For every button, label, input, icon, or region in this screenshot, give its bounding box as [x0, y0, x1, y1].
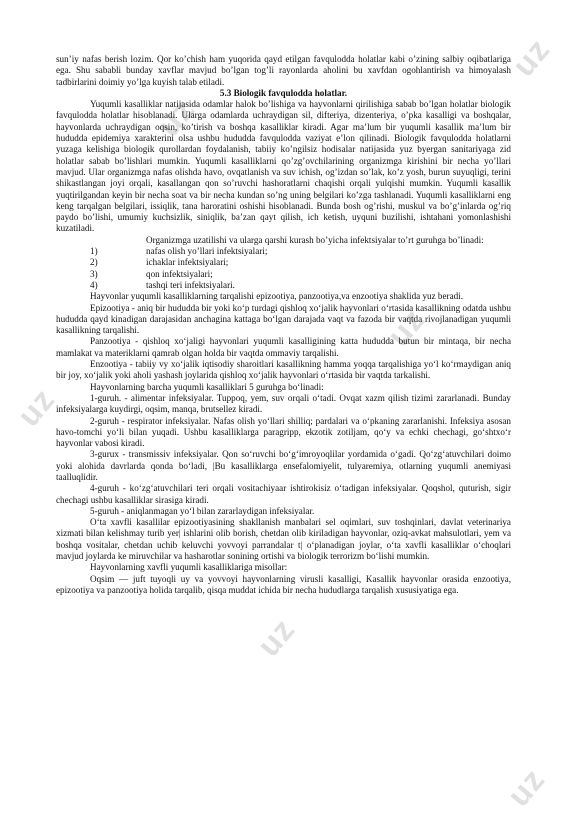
list-item	[56, 246, 511, 257]
paragraph: Panzootiya - qishloq xo‘jaligi hayvonlari yuqumli kasalligining katta hududda butun bir mintaqa, bir necha mamlakat va materiklarni qamrab olgan holda bir vaqtda ommaviy tarqalishi.	[56, 336, 511, 358]
list-item	[56, 257, 511, 268]
paragraph: 3-gurux - transmissiv infeksiyalar. Qon so‘ruvchi bo‘g‘imroyoqlilar yordamida o‘gadi. Qo‘zg‘atuvchilari doimo yoki alohida davrlarda qonda bo‘ladi, |Bu kasalliklarga ensefalomiyelit, tulyaremiya, otlarning yuqumli anemiyasi taalluqlidir.	[56, 449, 511, 482]
paragraph: O‘ta xavfli kasallilar epizootiyasining shakllanish manbalari sel oqimlari, suv toshqinlari, davlat veterinariya xizmati bilan kelishmay turib yer| ishlarini olib borish, chetdan olib kiriladigan hayvonlar, oziq-avkat mahsulotlari, yem va boshqa vositalar, chetdan uchib keluvchi yovvoyi parrandalar t| o‘planadigan joylar, o‘ta xavfli kasalliklar o‘choqlari mavjud joylarda ke miruvchilar va hasharotlar sonining ortishi va biologik terrorizm bo‘lishi mumkin.	[56, 517, 511, 562]
document-page	[56, 54, 511, 596]
paragraph: Yuqumli kasalliklar natijasida odamlar halok bo’lishiga va hayvonlarni qirilishiga sabab bo’lgan holatlar biologik favqulodda holatlar hisoblanadi. Ularga odamlarda uchraydigan sil, difteriya, dizenteriya, o’pka kasalligi va boshqalar, hayvonlarda uchraydigan oqsin, ko’tirish va boshqa kasalliklar kiradi. Agar ma’lum bir yuqumli kasallik ma’lum bir hududda epidemiya xarakterini olsa ushbu hududda favqulodda vaziyat e’lon qilinadi. Biologik favqulodda holatlarni yuzaga kelishiga biologik qurollardan foydalanish, tabiiy ko’ngilsiz hodisalar natijasida yuz byergan sanitariyaga zid holatlar sabab bo’lishlari mumkin. Yuqumli kasalliklarni qo’zg’ovchilarining organizmga kirishini bir necha yo’llari mavjud. Ular organizmga nafas olishda havo, ovqatlanish va suv ichish, og’izdan so’lak, ko’z yosh, burun suyuqligi, terini shikastlangan joyi orqali, kasallangan qon so’ruvchi hashoratlarni chaqishi orqali yulqishi mumkin. Yuqumli kasallik yuqtirilgandan keyin bir necha soat va bir necha kundan so’ng uning belgilari ko’zga tashlanadi. Yuqumli kasalliklarni eng keng tarqalgan belgilari, issiqlik, tana haroratini oshishi hisoblanadi. Bunda bosh og’rishi, muskul va bo’g’inlarda og’riq paydo bo’lishi, umumiy kuchsizlik, siniqlik, ba’zan qayt qilish, ich ketish, uyquni buzilishi, ishtahani yomonlashishi kuzatiladi.	[56, 99, 511, 234]
paragraph: Epizootiya - aniq bir hududda bir yoki ko‘p turdagi qishloq xo‘jalik hayvonlari o‘rtasida kasallikning odatda ushbu hududda qayd kinadigan darajasidan anchagina kattaga bo‘lgan darajada vaqt va fazoda bir vaqtda rivojlanadigan yuqumli kasallikning tarqalishi.	[56, 302, 511, 336]
paragraph: sun’iy nafas berish lozim. Qor ko’chish ham yuqorida qayd etilgan favqulodda holatlar kabi o’zining salbiy oqibatlariga ega. Shu sababli bunday xavflar mavjud bo’lgan tog’li rayonlarda aholini bu xavfdan ogohlantirish va himoyalash tadbirlarini doimiy yo’lga kuyish talab etiladi.	[56, 54, 511, 87]
watermark-text: uz	[150, 91, 202, 144]
paragraph: Hayvonlar yuqumli kasalliklarning tarqalishi epizootiya, panzootiya,va enzootiya shaklida yuz beradi.	[90, 291, 463, 302]
list-item-number: 2)	[90, 257, 98, 268]
paragraph: Enzootiya - tabiiy vy xo‘jalik iqtisodiy sharoitlari kasallikning hamma yoqqa tarqalishiga yo‘l ko‘rmaydigan aniq bir joy, xo‘jalik yoki aholi yashash joylarida qishloq xo‘jalik hayvonlari o‘rtasida bir vaqtda tarkalishi.	[56, 359, 511, 381]
paragraph: Organizmga uzatilishi va ularga qarshi kurash bo’yicha infektsiyalar to’rt guruhga bo’linadi:	[146, 234, 484, 245]
list-item-number: 3)	[90, 268, 98, 279]
infection-groups-list	[56, 246, 511, 291]
watermark-text: uz	[250, 611, 302, 664]
paragraph: 4-guruh - ko‘zg‘atuvchilari teri orqali vositachiyaar ishtirokisiz o‘tadigan infeksiyalar. Qoqshol, quturish, sigir chechagi ushbu kasalliklar sirasiga kiradi.	[56, 483, 511, 505]
list-item-number: 1)	[90, 246, 98, 257]
paragraph: Hayvonlarning barcha yuqumli kasalliklari 5 guruhga bo‘linadi:	[90, 381, 324, 392]
list-item-number: 4)	[90, 279, 98, 290]
paragraph: 1-guruh. - alimentar infeksiyalar. Tuppoq, yem, suv orqali o‘tadi. Ovqat xazm qilish tizimi zararlanadi. Bunday infeksiyalarga kuydirgi, oqsim, manqa, brutsellez kiradi.	[56, 392, 511, 415]
list-item-text: qon infektsiyalari;	[146, 268, 213, 279]
watermark-text: uz	[505, 31, 557, 84]
watermark-text: uz	[380, 301, 432, 354]
list-item	[56, 269, 511, 280]
list-item-text: tashqi teri infektsiyalari.	[146, 279, 235, 290]
paragraph: Oqsim — juft tuyoqli uy va yovvoyi hayvonlarning virusli kasalligi, Kasallik hayvonlar orasida enzootiya, epizootiya va panzootiya holida tarqalib, qisqa muddat ichida bir necha hududlarga tarqalish xususiyatiga ega.	[56, 573, 511, 595]
list-item-text: nafas olish yo’llari infektsiyalari;	[146, 246, 268, 257]
list-item	[56, 280, 511, 291]
section-heading: 5.3 Biologik favqulodda holatlar.	[219, 87, 348, 98]
watermark-text: uz	[10, 381, 62, 434]
paragraph: 5-guruh - aniqlanmagan yo‘l bilan zararlaydigan infeksiyalar.	[90, 505, 315, 516]
paragraph: Hayvonlarning xavfli yuqumli kasalliklariga misollar:	[90, 562, 288, 573]
watermark-text: uz	[500, 761, 552, 814]
list-item-text: ichaklar infektsiyalari;	[146, 257, 229, 268]
paragraph: 2-guruh - respirator infeksiyalar. Nafas olish yo‘llari shilliq; pardalari va o‘pkaning zararlanishi. Infeksiya asosan havo-tomchi yo‘li bilan yuqadi. Ushbu kasalliklarga paragripp, ekzotik zotiljam, qo‘y va echki chechagi, go‘shtxo‘r hayvonlar vabosi kiradi.	[56, 415, 511, 449]
